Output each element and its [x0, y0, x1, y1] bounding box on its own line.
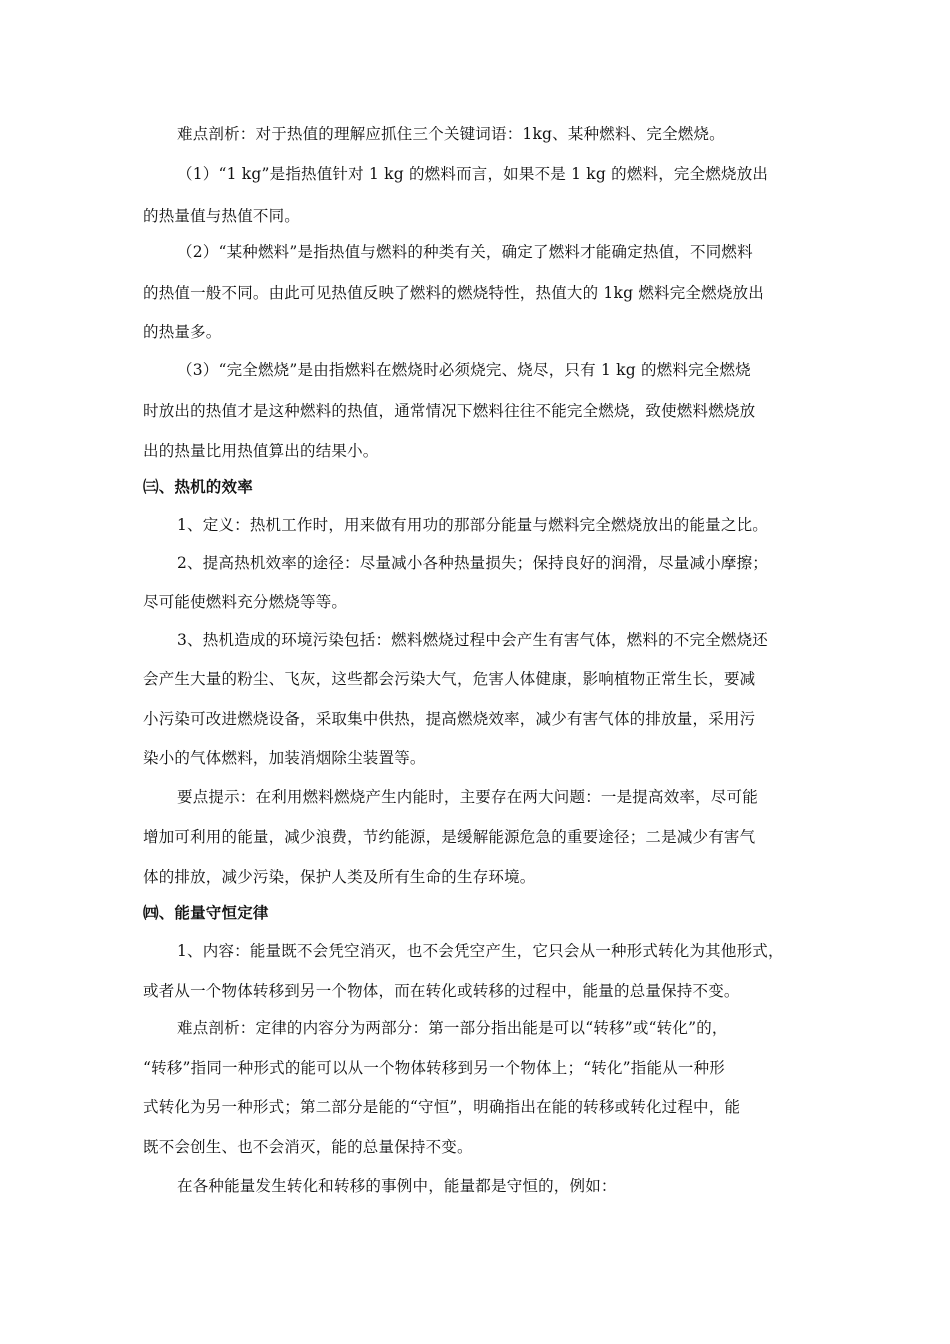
paragraph-line: 要点提示：在利用燃料燃烧产生内能时，主要存在两大问题：一是提高效率，尽可能 [177, 788, 758, 806]
paragraph-line: 体的排放，减少污染，保护人类及所有生命的生存环境。 [143, 868, 536, 886]
paragraph-line: 的热量多。 [143, 323, 222, 341]
paragraph-line: “转移”指同一种形式的能可以从一个物体转移到另一个物体上；“转化”指能从一种形 [143, 1059, 725, 1077]
paragraph-line: 或者从一个物体转移到另一个物体，而在转化或转移的过程中，能量的总量保持不变。 [143, 982, 740, 1000]
paragraph-line: 既不会创生、也不会消灭，能的总量保持不变。 [143, 1138, 473, 1156]
paragraph-line: 3、热机造成的环境污染包括：燃料燃烧过程中会产生有害气体，燃料的不完全燃烧还 [177, 631, 768, 649]
paragraph-line: 出的热量比用热值算出的结果小。 [143, 442, 379, 460]
paragraph-line: 难点剖析：定律的内容分为两部分：第一部分指出能是可以“转移”或“转化”的， [177, 1019, 728, 1037]
section-heading: ㈢、热机的效率 [143, 478, 253, 496]
paragraph-line: 时放出的热值才是这种燃料的热值，通常情况下燃料往往不能完全燃烧，致使燃料燃烧放 [143, 402, 756, 420]
paragraph-line: 在各种能量发生转化和转移的事例中，能量都是守恒的，例如： [177, 1177, 617, 1195]
paragraph-line: （3）“完全燃烧”是由指燃料在燃烧时必须烧完、烧尽，只有 1 kg 的燃料完全燃烧 [177, 361, 751, 379]
paragraph-line: 小污染可改进燃烧设备，采取集中供热，提高燃烧效率，减少有害气体的排放量，采用污 [143, 710, 756, 728]
paragraph-line: 的热量值与热值不同。 [143, 207, 301, 225]
paragraph-line: 1、内容：能量既不会凭空消灭，也不会凭空产生，它只会从一种形式转化为其他形式， [177, 942, 784, 960]
paragraph-line: 2、提高热机效率的途径：尽量减小各种热量损失；保持良好的润滑，尽量减小摩擦； [177, 554, 768, 572]
paragraph-line: 增加可利用的能量，减少浪费，节约能源，是缓解能源危急的重要途径；二是减少有害气 [143, 828, 756, 846]
paragraph-line: 难点剖析：对于热值的理解应抓住三个关键词语：1kg、某种燃料、完全燃烧。 [177, 125, 725, 143]
section-heading: ㈣、能量守恒定律 [143, 904, 269, 922]
paragraph-line: 1、定义：热机工作时，用来做有用功的那部分能量与燃料完全燃烧放出的能量之比。 [177, 516, 768, 534]
paragraph-line: 的热值一般不同。由此可见热值反映了燃料的燃烧特性，热值大的 1kg 燃料完全燃烧放出 [143, 284, 764, 302]
paragraph-line: 式转化为另一种形式；第二部分是能的“守恒”，明确指出在能的转移或转化过程中，能 [143, 1098, 741, 1116]
paragraph-line: （1）“1 kg”是指热值针对 1 kg 的燃料而言，如果不是 1 kg 的燃料，完全燃烧放出 [177, 165, 769, 183]
paragraph-line: 会产生大量的粉尘、飞灰，这些都会污染大气，危害人体健康，影响植物正常生长，要减 [143, 670, 756, 688]
paragraph-line: （2）“某种燃料”是指热值与燃料的种类有关，确定了燃料才能确定热值，不同燃料 [177, 243, 753, 261]
paragraph-line: 尽可能使燃料充分燃烧等等。 [143, 593, 348, 611]
paragraph-line: 染小的气体燃料，加装消烟除尘装置等。 [143, 749, 426, 767]
